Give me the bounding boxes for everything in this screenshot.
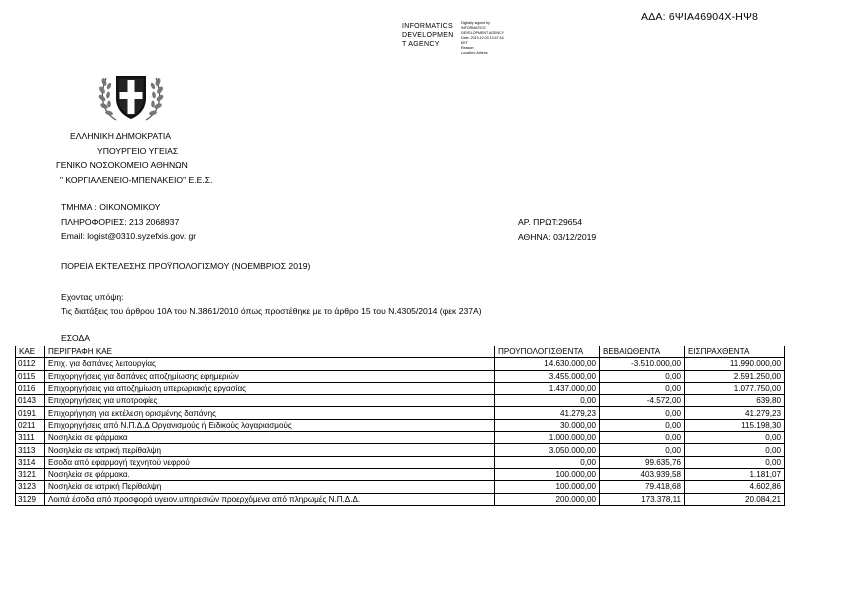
cell-kae: 0143 xyxy=(16,395,45,407)
cell-certified: 0,00 xyxy=(600,407,685,419)
signature-detail-line: Reason: xyxy=(461,46,475,50)
cell-budgeted: 3.455.000,00 xyxy=(495,370,600,382)
cell-description: Επιχ. για δαπάνες λειτουργίας xyxy=(45,358,495,370)
table-row xyxy=(16,407,785,419)
cell-collected: 1.077.750,00 xyxy=(685,382,785,394)
cell-certified: 79.418,68 xyxy=(600,481,685,493)
cell-certified: 0,00 xyxy=(600,370,685,382)
signature-agency-line: T AGENCY xyxy=(402,41,440,48)
signature-detail-line: Digitally signed by xyxy=(461,21,490,25)
header-certified: ΒΕΒΑΙΩΘΕΝΤΑ xyxy=(600,346,685,358)
header-collected: ΕΙΣΠΡΑΧΘΕΝΤΑ xyxy=(685,346,785,358)
cell-description: Επιχορηγήσεις από Ν.Π.Δ.Δ Οργανισμούς ή Ειδικούς λογαριασμούς xyxy=(45,419,495,431)
cell-budgeted: 1.000.000,00 xyxy=(495,432,600,444)
cell-kae: 3113 xyxy=(16,444,45,456)
department-phone: ΠΛΗΡΟΦΟΡΙΕΣ: 213 2068937 xyxy=(61,216,180,227)
cell-certified: -4.572,00 xyxy=(600,395,685,407)
cell-collected: 0,00 xyxy=(685,456,785,468)
cell-certified: 0,00 xyxy=(600,444,685,456)
cell-kae: 0112 xyxy=(16,358,45,370)
cell-description: Νοσηλεία σε ιατρική Περίθαλψη xyxy=(45,481,495,493)
table-row xyxy=(16,382,785,394)
cell-certified: 99.635,76 xyxy=(600,456,685,468)
cell-description: Νοσηλεία σε ιατρική περίθαλψη xyxy=(45,444,495,456)
table-row xyxy=(16,358,785,370)
cell-kae: 0116 xyxy=(16,382,45,394)
coat-of-arms-icon xyxy=(94,68,168,124)
protocol-date: ΑΘΗΝΑ: 03/12/2019 xyxy=(518,232,597,242)
cell-kae: 0211 xyxy=(16,419,45,431)
issuer-header xyxy=(56,129,212,187)
cell-collected: 11.990.000,00 xyxy=(685,358,785,370)
cell-certified: 0,00 xyxy=(600,432,685,444)
protocol-number: ΑΡ. ΠΡΩΤ:29654 xyxy=(518,217,583,227)
cell-certified: 173.378,11 xyxy=(600,493,685,505)
cell-budgeted: 200.000,00 xyxy=(495,493,600,505)
cell-budgeted: 100.000,00 xyxy=(495,481,600,493)
cell-collected: 4.602,86 xyxy=(685,481,785,493)
hospital-name: " ΚΟΡΓΙΑΛΕΝΕΙΟ-ΜΠΕΝΑΚΕΙΟ" Ε.Ε.Σ. xyxy=(60,174,213,185)
signature-agency xyxy=(402,22,454,49)
cell-description: Νοσηλεία σε φάρμακα. xyxy=(45,468,495,480)
signature-agency-line: INFORMATICS xyxy=(402,23,454,30)
table-row xyxy=(16,370,785,382)
considering-block xyxy=(61,290,482,318)
cell-budgeted: 30.000,00 xyxy=(495,419,600,431)
cell-budgeted: 0,00 xyxy=(495,395,600,407)
cell-description: Επιχορηγήσεις για δαπάνες αποζημίωσης εφημεριών xyxy=(45,370,495,382)
ministry-label: ΥΠΟΥΡΓΕΙΟ ΥΓΕΙΑΣ xyxy=(97,145,179,156)
signature-detail-line: Location: Athens xyxy=(461,51,488,55)
cell-description: Εσοδα από εφαρμογή τεχνητού νεφρού xyxy=(45,456,495,468)
cell-description: Νοσηλεία σε φάρμακα xyxy=(45,432,495,444)
hospital-label: ΓΕΝΙΚΟ ΝΟΣΟΚΟΜΕΙΟ ΑΘΗΝΩΝ xyxy=(56,160,188,170)
signature-detail-line: INFORMATICS xyxy=(461,26,486,30)
cell-budgeted: 14.630.000,00 xyxy=(495,358,600,370)
cell-kae: 3129 xyxy=(16,493,45,505)
cell-budgeted: 100.000,00 xyxy=(495,468,600,480)
document-title: ΠΟΡΕΙΑ ΕΚΤΕΛΕΣΗΣ ΠΡΟΫΠΟΛΟΓΙΣΜΟΥ (ΝΟΕΜΒΡΙΟΣ 2019) xyxy=(61,261,311,271)
cell-collected: 0,00 xyxy=(685,432,785,444)
cell-kae: 3121 xyxy=(16,468,45,480)
considering-text: Τις διατάξεις του άρθρου 10Α του Ν.3861/2010 όπως προστέθηκε με το άρθρο 15 του Ν.4305/2014 (φεκ 237Α) xyxy=(61,306,482,316)
ada-code: ΑΔΑ: 6ΨΙΑ46904Χ-ΗΨ8 xyxy=(641,11,759,23)
signature-detail-line: DEVELOPMENT AGENCY xyxy=(461,31,505,35)
table-row xyxy=(16,419,785,431)
signature-agency-line: DEVELOPMEN xyxy=(402,32,454,39)
considering-label: Εχοντας υπόψη: xyxy=(61,292,124,302)
cell-budgeted: 0,00 xyxy=(495,456,600,468)
section-label: ΕΣΟΔΑ xyxy=(61,333,91,343)
cell-collected: 41.279,23 xyxy=(685,407,785,419)
header-budgeted: ΠΡΟΥΠΟΛΟΓΙΣΘΕΝΤΑ xyxy=(495,346,600,358)
department-email[interactable]: Email: logist@0310.syzefxis.gov. gr xyxy=(61,231,197,241)
cell-certified: -3.510.000,00 xyxy=(600,358,685,370)
signature-details xyxy=(461,21,504,56)
republic-label: ΕΛΛΗΝΙΚΗ ΔΗΜΟΚΡΑΤΙΑ xyxy=(70,131,171,141)
table-row xyxy=(16,395,785,407)
table-row xyxy=(16,432,785,444)
cell-certified: 403.939,58 xyxy=(600,468,685,480)
cell-budgeted: 3.050.000,00 xyxy=(495,444,600,456)
cell-description: Επιχορηγήσεις για υποτροφίες xyxy=(45,395,495,407)
cell-certified: 0,00 xyxy=(600,382,685,394)
header-kae: ΚΑΕ xyxy=(16,346,45,358)
cell-kae: 3123 xyxy=(16,481,45,493)
cell-kae: 0115 xyxy=(16,370,45,382)
cell-budgeted: 1.437.000,00 xyxy=(495,382,600,394)
table-row xyxy=(16,444,785,456)
table-row xyxy=(16,481,785,493)
table-row xyxy=(16,493,785,505)
table-row xyxy=(16,468,785,480)
table-row xyxy=(16,456,785,468)
cell-kae: 3114 xyxy=(16,456,45,468)
cell-certified: 0,00 xyxy=(600,419,685,431)
department-info xyxy=(61,200,196,244)
cell-collected: 639,80 xyxy=(685,395,785,407)
cell-budgeted: 41.279,23 xyxy=(495,407,600,419)
cell-collected: 2.591.250,00 xyxy=(685,370,785,382)
department-section: ΤΜΗΜΑ : ΟΙΚΟΝΟΜΙΚΟΥ xyxy=(61,202,161,212)
header-description: ΠΕΡΙΓΡΑΦΗ ΚΑΕ xyxy=(45,346,495,358)
cell-description: Επιχορηγήσεις για αποζημίωση υπερωριακής εργασίας xyxy=(45,382,495,394)
cell-description: Επιχορήγηση για εκτέλεση ορισμένης δαπάνης xyxy=(45,407,495,419)
cell-kae: 0191 xyxy=(16,407,45,419)
cell-collected: 0,00 xyxy=(685,444,785,456)
signature-detail-line: EET xyxy=(461,41,468,45)
table-header-row xyxy=(16,346,785,358)
cell-collected: 1.181,07 xyxy=(685,468,785,480)
protocol-info xyxy=(518,215,596,245)
cell-collected: 115.198,30 xyxy=(685,419,785,431)
cell-collected: 20.084,21 xyxy=(685,493,785,505)
revenue-table xyxy=(15,346,785,506)
signature-detail-line: Date: 2019.12.03 13:47:16 xyxy=(461,36,504,40)
cell-kae: 3111 xyxy=(16,432,45,444)
cell-description: Λοιπά έσοδα από προσφορά υγειον.υπηρεσιών προερχόμενα από πληρωμές Ν.Π.Δ.Δ. xyxy=(45,493,495,505)
